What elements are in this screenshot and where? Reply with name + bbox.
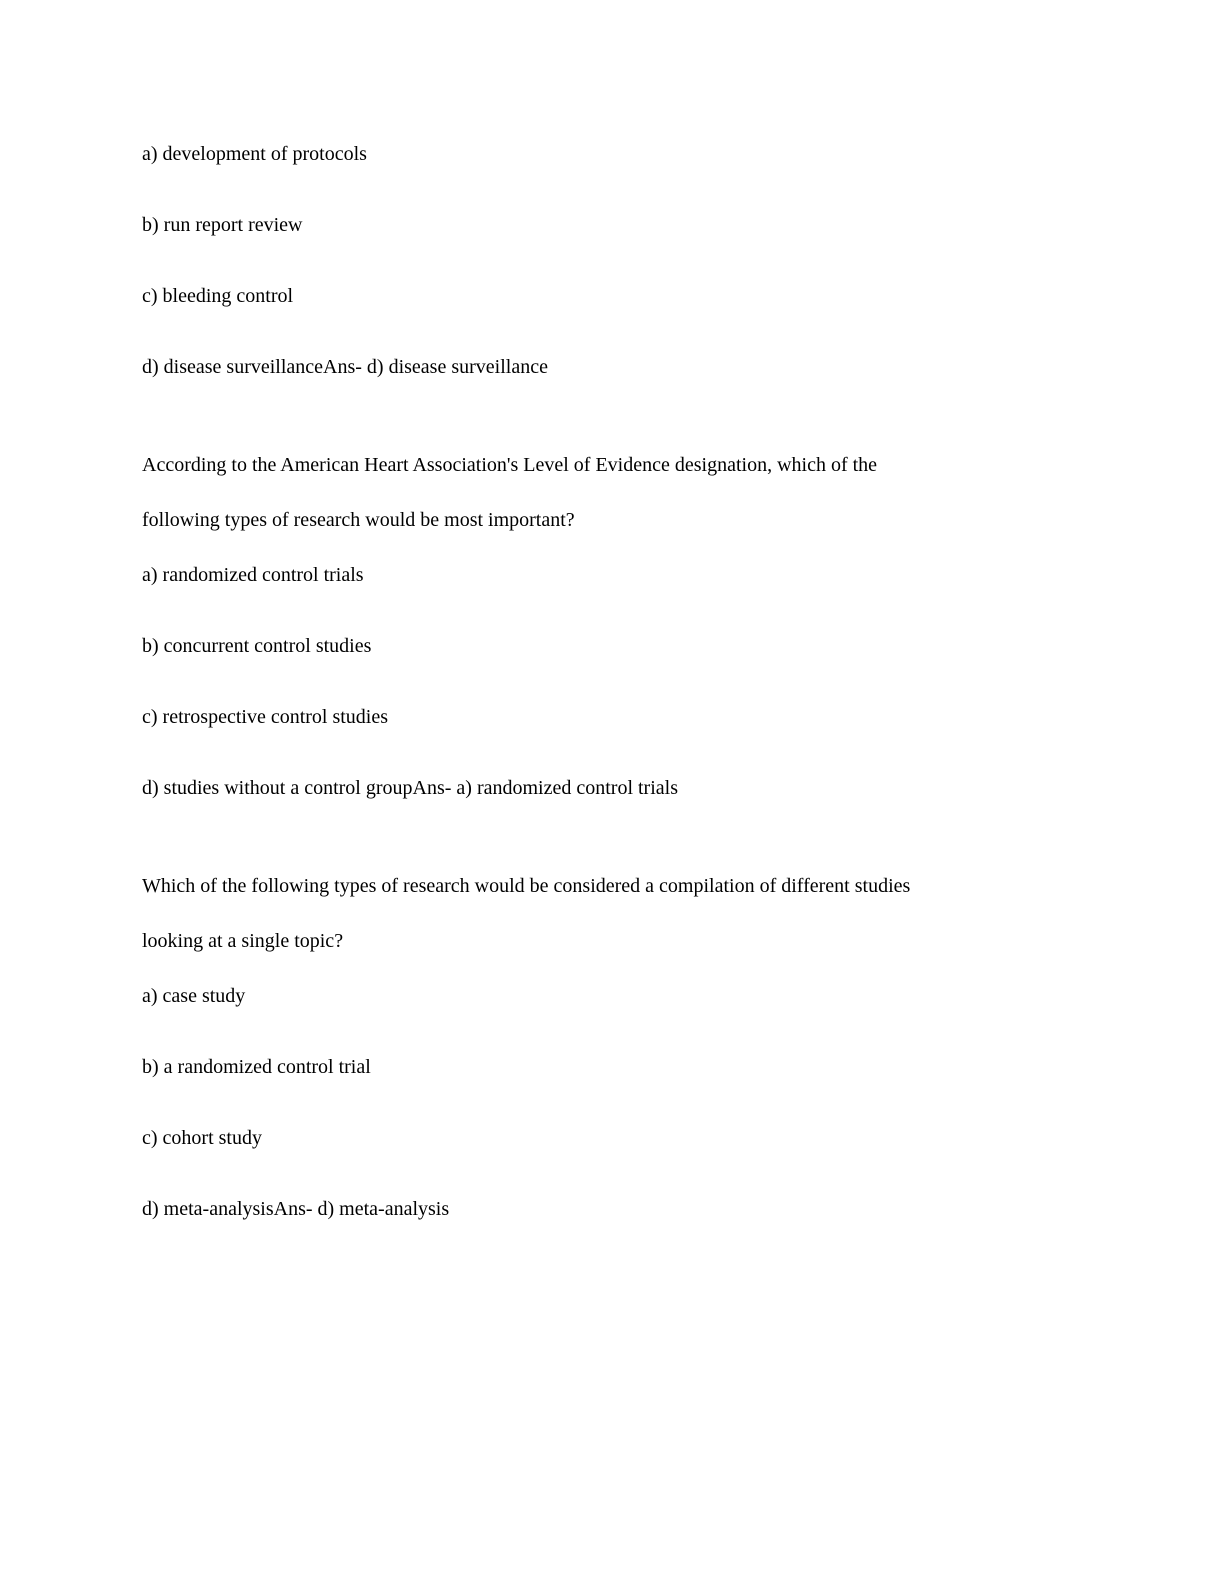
answer-option-c: c) cohort study: [142, 1127, 262, 1149]
answer-option-b: b) run report review: [142, 214, 303, 236]
answer-option-d-with-answer: d) disease surveillanceAns- d) disease surveillance: [142, 356, 548, 378]
answer-option-d-with-answer: d) meta-analysisAns- d) meta-analysis: [142, 1198, 450, 1220]
answer-option-a: a) randomized control trials: [142, 564, 364, 586]
question-line: following types of research would be most important?: [142, 509, 575, 531]
question-section-3: [142, 873, 1104, 1222]
question-text: [142, 452, 1104, 533]
answer-option-c: c) bleeding control: [142, 285, 294, 307]
answer-option-a: a) case study: [142, 985, 246, 1007]
answer-option-b: b) a randomized control trial: [142, 1056, 371, 1078]
answer-option-d-with-answer: d) studies without a control groupAns- a) randomized control trials: [142, 777, 678, 799]
answer-option-c: c) retrospective control studies: [142, 706, 389, 728]
question-text: [142, 873, 1104, 954]
answer-option-a: a) development of protocols: [142, 143, 367, 165]
question-line: According to the American Heart Association's Level of Evidence designation, which of the: [142, 454, 878, 476]
question-line: Which of the following types of research would be considered a compilation of different studies: [142, 875, 911, 897]
question-line: looking at a single topic?: [142, 930, 344, 952]
question-section-2: [142, 452, 1104, 801]
question-section-1: [142, 141, 1104, 380]
answer-option-b: b) concurrent control studies: [142, 635, 372, 657]
